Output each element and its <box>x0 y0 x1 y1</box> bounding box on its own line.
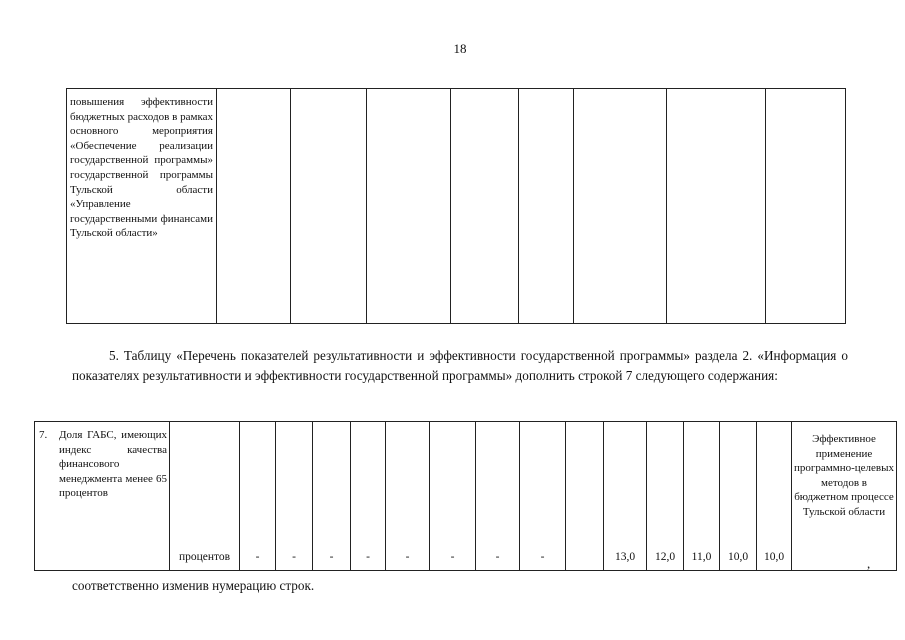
paragraph-after: соответственно изменив нумерацию строк. <box>72 578 315 593</box>
note-cell: Эффективное применение программно-целевых методов в бюджетном процессе Тульской области <box>792 422 897 571</box>
new-row-table <box>34 421 897 571</box>
value-cell: 11,0 <box>684 422 720 571</box>
value-cell <box>566 422 604 571</box>
dash-cell: - <box>476 422 520 571</box>
value-cell: 10,0 <box>720 422 757 571</box>
dash-cell: - <box>520 422 566 571</box>
value-cell: 12,0 <box>647 422 684 571</box>
continuation-description-cell: повышения эффективности бюджетных расходов в рамках основного мероприятия «Обеспечение реализации государственной программы» государственной программы Тульской области «Управление государственными финансами Тульской области» <box>67 89 217 324</box>
empty-cell <box>766 89 846 324</box>
paragraph-5: 5. Таблицу «Перечень показателей результативности и эффективности государственной программы» раздела 2. «Информация о показателях результативности и эффективности государственной программы» дополнить строкой 7 следующего содержания: <box>72 348 848 383</box>
unit-cell: процентов <box>170 422 240 571</box>
empty-cell <box>519 89 574 324</box>
empty-cell <box>574 89 667 324</box>
empty-cell <box>291 89 367 324</box>
dash-cell: - <box>386 422 430 571</box>
empty-cell <box>667 89 766 324</box>
dash-cell: - <box>313 422 351 571</box>
empty-cell <box>367 89 451 324</box>
table-continuation <box>66 88 846 324</box>
empty-cell <box>451 89 519 324</box>
value-cell: 10,0 <box>757 422 792 571</box>
dash-cell: - <box>430 422 476 571</box>
row-number: 7. <box>39 429 48 441</box>
value-cell: 13,0 <box>604 422 647 571</box>
page-number: 18 <box>453 41 467 56</box>
dash-cell: - <box>240 422 276 571</box>
indicator-name: Доля ГАБС, имеющих индекс качества финансового менеджмента менее 65 процентов <box>59 429 167 500</box>
empty-cell <box>217 89 291 324</box>
dash-cell: - <box>351 422 386 571</box>
indicator-cell <box>35 422 170 571</box>
dash-cell: - <box>276 422 313 571</box>
trailing-comma: , <box>867 556 871 571</box>
